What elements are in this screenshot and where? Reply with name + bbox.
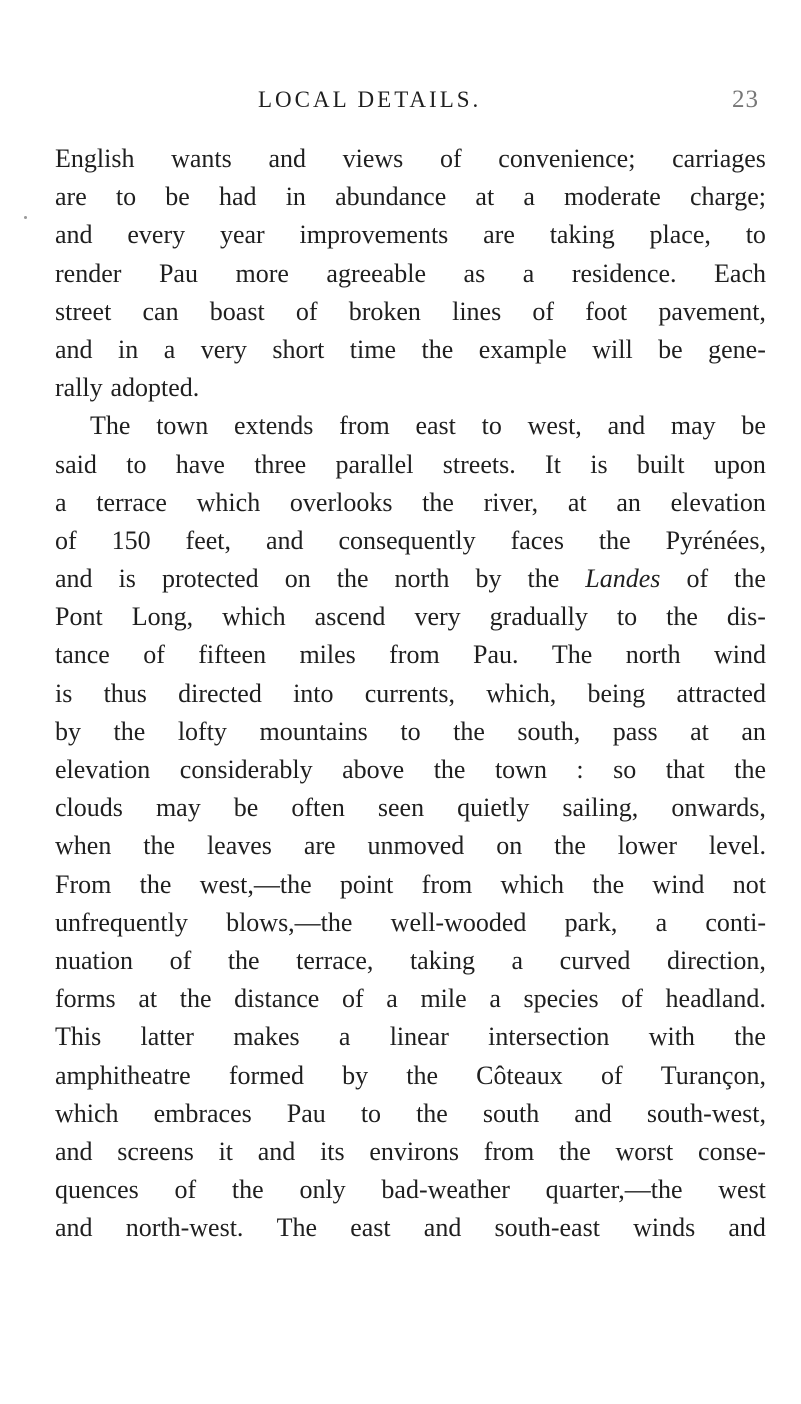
text-word: a xyxy=(523,182,535,212)
text-word: north-west. xyxy=(125,1213,244,1243)
text-word: onwards, xyxy=(671,793,766,823)
text-word: by xyxy=(475,564,502,594)
text-word: mountains xyxy=(259,716,368,746)
text-word: and xyxy=(574,1098,612,1128)
text-word: streets. xyxy=(442,449,516,479)
text-word: screens xyxy=(117,1136,194,1166)
text-word: Pau xyxy=(158,258,198,288)
text-word: rally xyxy=(55,373,103,403)
text-word: currents, xyxy=(364,678,455,708)
text-word: example xyxy=(478,334,567,364)
text-word: to xyxy=(126,449,147,479)
text-word: intersection xyxy=(488,1022,610,1052)
text-word: of xyxy=(341,984,364,1014)
text-word: short xyxy=(272,334,325,364)
text-word: the xyxy=(231,1175,264,1205)
text-word: which xyxy=(500,869,565,899)
text-word: more xyxy=(235,258,289,288)
text-line xyxy=(55,751,766,789)
text-word: Pau. xyxy=(473,640,519,670)
text-word: linear xyxy=(389,1022,449,1052)
text-word: when xyxy=(55,831,112,861)
text-word: it xyxy=(218,1136,234,1166)
text-line xyxy=(55,178,766,216)
text-word: to xyxy=(481,411,502,441)
text-word: at xyxy=(475,182,495,212)
text-word: thus xyxy=(103,678,147,708)
text-line xyxy=(55,560,766,598)
text-word: very xyxy=(200,334,247,364)
text-word: to xyxy=(400,716,421,746)
text-word: English xyxy=(55,144,135,173)
text-word: pass xyxy=(612,716,658,746)
text-word: gradually xyxy=(489,602,588,632)
text-word: are xyxy=(303,831,336,861)
text-word: render xyxy=(55,258,122,288)
text-word: elevation xyxy=(55,755,151,784)
text-word: at xyxy=(138,984,158,1014)
text-word: ascend xyxy=(314,602,386,632)
text-word: dis- xyxy=(726,602,766,632)
text-word: fifteen xyxy=(198,640,267,670)
text-word: embraces xyxy=(153,1098,252,1128)
text-word: the xyxy=(416,1098,448,1128)
text-word: a xyxy=(522,258,535,288)
text-line xyxy=(55,255,766,293)
text-word: the xyxy=(558,1136,591,1166)
text-word: which xyxy=(222,602,286,632)
text-line xyxy=(55,331,766,369)
text-word: of xyxy=(439,144,462,173)
text-word: of xyxy=(600,1060,623,1090)
text-word: be xyxy=(165,182,190,212)
text-line xyxy=(55,675,766,713)
text-word: of xyxy=(686,564,709,594)
text-word: north xyxy=(394,564,450,594)
body-text xyxy=(55,140,766,1247)
text-word: conse- xyxy=(698,1136,766,1166)
text-line xyxy=(55,713,766,751)
text-word: of xyxy=(532,296,555,326)
text-word: wind xyxy=(652,869,705,899)
text-word: place, xyxy=(649,220,711,250)
text-word: wants xyxy=(171,144,232,173)
text-word: is xyxy=(118,564,136,594)
text-word: It xyxy=(545,449,561,479)
text-line xyxy=(55,1209,766,1247)
text-word: the xyxy=(527,564,560,594)
text-word: and xyxy=(55,1136,93,1166)
text-word: distance xyxy=(234,984,320,1014)
text-word: very xyxy=(414,602,461,632)
text-word: the xyxy=(666,602,698,632)
text-word: into xyxy=(293,678,334,708)
text-word: the xyxy=(421,334,454,364)
text-word: The xyxy=(276,1213,318,1243)
text-word: overlooks xyxy=(289,487,393,517)
text-word: winds xyxy=(633,1213,696,1243)
text-word: and xyxy=(607,411,646,441)
text-word: at xyxy=(690,716,709,746)
text-word: west xyxy=(718,1175,766,1205)
text-word: agreeable xyxy=(326,258,427,288)
text-word: Pau xyxy=(286,1098,326,1128)
text-word: well-wooded xyxy=(390,907,527,937)
text-word: not xyxy=(732,869,766,899)
text-word: terrace, xyxy=(296,945,374,975)
page-number: 23 xyxy=(732,86,759,113)
text-word: The xyxy=(551,640,593,670)
text-word: may xyxy=(670,411,716,441)
text-word: and xyxy=(257,1136,296,1166)
text-word: south-east xyxy=(494,1213,600,1243)
text-word: south, xyxy=(517,716,581,746)
text-word: an xyxy=(616,487,641,517)
text-word: an xyxy=(741,716,766,746)
text-word: of xyxy=(169,945,192,975)
text-word: taking xyxy=(549,220,615,250)
text-word: lofty xyxy=(177,716,227,746)
text-word: west, xyxy=(527,411,582,441)
text-word: improvements xyxy=(299,220,449,250)
text-word: the xyxy=(592,869,625,899)
text-word: are xyxy=(55,182,87,212)
text-word: seen xyxy=(377,793,425,823)
text-word: street xyxy=(55,296,112,326)
text-word: conti- xyxy=(705,907,766,937)
text-word: that xyxy=(665,755,705,784)
text-word: This xyxy=(55,1022,102,1052)
text-line xyxy=(55,980,766,1018)
running-head xyxy=(0,84,801,116)
text-word: convenience; xyxy=(498,144,636,173)
text-word: the xyxy=(598,525,631,555)
text-word: extends xyxy=(233,411,314,441)
text-word: amphitheatre xyxy=(55,1060,191,1090)
text-word: be xyxy=(233,793,259,823)
text-word: south xyxy=(482,1098,540,1128)
text-word: in xyxy=(285,182,306,212)
text-word: and xyxy=(728,1213,766,1243)
text-word: of xyxy=(143,640,165,670)
text-word: 150 xyxy=(111,525,151,555)
text-word: is xyxy=(55,678,73,708)
text-word: the xyxy=(422,487,454,517)
text-word: adopted. xyxy=(110,373,200,403)
text-word: makes xyxy=(233,1022,300,1052)
text-word: east xyxy=(350,1213,391,1243)
text-word: be xyxy=(741,411,766,441)
text-word: of xyxy=(174,1175,197,1205)
text-word: clouds xyxy=(55,793,123,823)
text-word: species xyxy=(523,984,599,1014)
text-word: the xyxy=(734,1022,766,1052)
text-word: elevation xyxy=(670,487,766,517)
text-word: mile xyxy=(420,984,467,1014)
text-line xyxy=(55,140,766,178)
text-word: said xyxy=(55,449,97,479)
text-word: moderate xyxy=(564,182,661,212)
margin-speck xyxy=(24,216,27,219)
text-word: from xyxy=(483,1136,535,1166)
text-word: and xyxy=(268,144,306,173)
text-word: a xyxy=(55,487,67,517)
text-word: by xyxy=(342,1060,369,1090)
text-word: from xyxy=(389,640,440,670)
text-word: the xyxy=(179,984,212,1014)
text-word: gene- xyxy=(708,334,766,364)
text-word: to xyxy=(115,182,137,212)
text-word: headland. xyxy=(665,984,766,1014)
text-word: with xyxy=(648,1022,695,1052)
text-word: Pyrénées, xyxy=(665,525,766,555)
text-word: from xyxy=(421,869,473,899)
text-word: point xyxy=(339,869,394,899)
text-word: a xyxy=(655,907,668,937)
text-word: three xyxy=(254,449,307,479)
text-line xyxy=(55,216,766,254)
text-line xyxy=(55,598,766,636)
text-word: above xyxy=(342,755,405,784)
text-word: sailing, xyxy=(562,793,639,823)
text-word: formed xyxy=(228,1060,304,1090)
text-word: a xyxy=(163,334,176,364)
text-word: foot xyxy=(585,296,628,326)
text-word: upon xyxy=(713,449,766,479)
text-word: the xyxy=(453,716,485,746)
text-word: the xyxy=(139,869,172,899)
text-word: : xyxy=(576,755,584,784)
text-word: by xyxy=(55,716,81,746)
text-word: the xyxy=(406,1060,438,1090)
text-word: the xyxy=(554,831,586,861)
text-word: quences xyxy=(55,1175,139,1205)
text-word: Each xyxy=(714,258,766,288)
text-word: to xyxy=(360,1098,382,1128)
text-word: at xyxy=(567,487,587,517)
text-word: to xyxy=(745,220,766,250)
text-word: and xyxy=(55,1213,93,1243)
text-word: views xyxy=(342,144,404,173)
text-word: level. xyxy=(708,831,766,861)
text-word: taking xyxy=(409,945,475,975)
text-line xyxy=(55,789,766,827)
text-line xyxy=(55,1133,766,1171)
text-line xyxy=(55,1171,766,1209)
text-word: leaves xyxy=(206,831,272,861)
text-word: of xyxy=(621,984,643,1014)
text-word: which, xyxy=(486,678,557,708)
text-word: and xyxy=(55,334,93,364)
text-word: and xyxy=(55,220,93,250)
text-word: pavement, xyxy=(658,296,766,326)
text-word: parallel xyxy=(335,449,414,479)
text-word: only xyxy=(299,1175,346,1205)
text-word: tance xyxy=(55,640,110,670)
text-word: may xyxy=(155,793,201,823)
text-word: which xyxy=(55,1098,119,1128)
text-word: feet, xyxy=(185,525,232,555)
text-word: the xyxy=(734,755,766,784)
text-word: faces xyxy=(510,525,564,555)
text-word: Landes xyxy=(585,564,661,594)
text-word: a xyxy=(338,1022,351,1052)
text-word: have xyxy=(175,449,225,479)
text-word: town xyxy=(156,411,209,441)
text-word: on xyxy=(284,564,311,594)
text-word: so xyxy=(613,755,637,784)
text-word: miles xyxy=(299,640,356,670)
text-word: forms xyxy=(55,984,116,1014)
text-word: a xyxy=(489,984,501,1014)
text-word: every xyxy=(127,220,186,250)
text-word: the xyxy=(143,831,176,861)
text-word: curved xyxy=(559,945,631,975)
text-word: which xyxy=(196,487,261,517)
text-word: and xyxy=(265,525,304,555)
text-word: broken xyxy=(348,296,421,326)
text-word: quarter,—the xyxy=(545,1175,683,1205)
text-word: of xyxy=(295,296,318,326)
text-word: of xyxy=(55,525,77,555)
text-word: nuation xyxy=(55,945,133,975)
text-word: carriages xyxy=(672,144,766,173)
text-word: consequently xyxy=(338,525,476,555)
text-word: latter xyxy=(140,1022,194,1052)
text-line xyxy=(55,1018,766,1056)
text-word: being xyxy=(587,678,646,708)
text-word: terrace xyxy=(96,487,167,517)
text-line xyxy=(55,407,766,445)
text-word: built xyxy=(636,449,685,479)
text-word: a xyxy=(386,984,398,1014)
text-word: from xyxy=(339,411,390,441)
text-word: and xyxy=(423,1213,462,1243)
text-word: lower xyxy=(617,831,677,861)
text-word: its xyxy=(320,1136,345,1166)
text-word: Turançon, xyxy=(660,1060,766,1090)
text-word: be xyxy=(658,334,683,364)
text-word: Côteaux xyxy=(476,1060,563,1090)
text-word: residence. xyxy=(571,258,677,288)
running-title: LOCAL DETAILS. xyxy=(258,87,482,112)
text-word: direction, xyxy=(666,945,766,975)
text-word: to xyxy=(616,602,638,632)
text-word: protected xyxy=(161,564,259,594)
text-word: town xyxy=(494,755,547,784)
text-word: as xyxy=(463,258,486,288)
text-word: is xyxy=(590,449,608,479)
text-word: unmoved xyxy=(367,831,465,861)
text-word: the xyxy=(433,755,466,784)
text-word: park, xyxy=(564,907,618,937)
text-line xyxy=(55,522,766,560)
text-word: south-west, xyxy=(646,1098,766,1128)
text-word: can xyxy=(142,296,179,326)
text-line xyxy=(55,446,766,484)
text-word: Long, xyxy=(131,602,194,632)
text-word: boast xyxy=(209,296,265,326)
text-word: east xyxy=(415,411,456,441)
text-word: wind xyxy=(713,640,766,670)
text-line xyxy=(55,827,766,865)
text-word: environs xyxy=(369,1136,459,1166)
text-line xyxy=(55,866,766,904)
text-line xyxy=(55,369,766,407)
text-word: The xyxy=(90,411,131,441)
text-word: will xyxy=(592,334,633,364)
text-line xyxy=(55,904,766,942)
text-word: blows,—the xyxy=(226,907,353,937)
text-line xyxy=(55,942,766,980)
text-word: the xyxy=(227,945,260,975)
text-word: considerably xyxy=(179,755,313,784)
text-word: attracted xyxy=(676,678,766,708)
text-word: abundance xyxy=(335,182,447,212)
text-word: had xyxy=(219,182,257,212)
text-line xyxy=(55,484,766,522)
text-word: river, xyxy=(483,487,539,517)
text-word: Pont xyxy=(55,602,103,632)
text-word: directed xyxy=(178,678,262,708)
text-word: quietly xyxy=(457,793,530,823)
text-line xyxy=(55,293,766,331)
text-word: charge; xyxy=(689,182,766,212)
text-word: worst xyxy=(615,1136,674,1166)
text-word: year xyxy=(219,220,265,250)
text-word: a xyxy=(511,945,524,975)
text-word: north xyxy=(625,640,681,670)
text-word: From xyxy=(55,869,112,899)
text-word: in xyxy=(118,334,139,364)
text-word: the xyxy=(734,564,766,594)
text-word: unfrequently xyxy=(55,907,188,937)
text-word: often xyxy=(291,793,345,823)
text-line xyxy=(55,1095,766,1133)
text-word: the xyxy=(336,564,369,594)
text-word: bad-weather xyxy=(381,1175,510,1205)
text-word: the xyxy=(113,716,146,746)
text-word: on xyxy=(496,831,523,861)
text-line xyxy=(55,636,766,674)
text-word: are xyxy=(483,220,515,250)
text-line xyxy=(55,1057,766,1095)
text-word: lines xyxy=(452,296,502,326)
text-word: time xyxy=(349,334,397,364)
text-word: west,—the xyxy=(199,869,312,899)
text-word: and xyxy=(55,564,93,594)
